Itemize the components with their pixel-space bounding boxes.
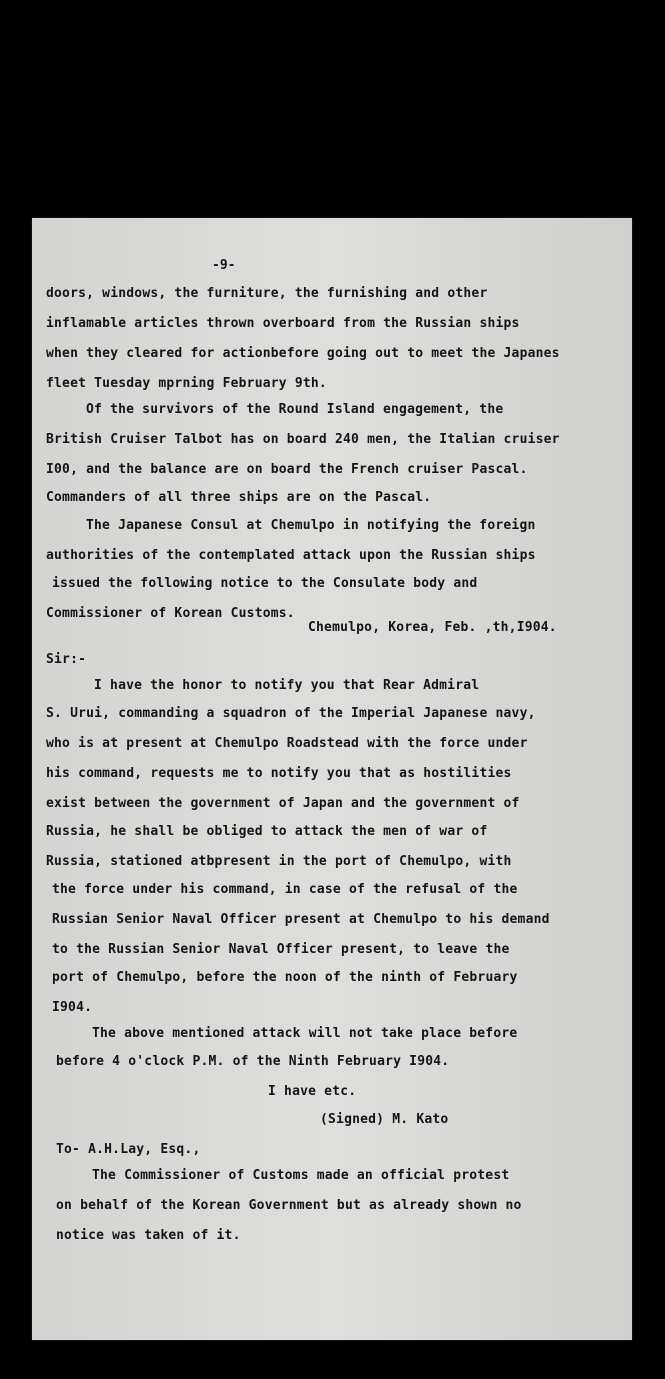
text-line: notice was taken of it. <box>56 1228 241 1243</box>
text-line: when they cleared for actionbefore going out to meet the Japanes <box>46 346 560 361</box>
page-number: -9- <box>212 258 236 273</box>
text-line: (Signed) M. Kato <box>320 1112 449 1127</box>
text-line: Chemulpo, Korea, Feb. ,th,I904. <box>308 620 557 635</box>
text-line: who is at present at Chemulpo Roadstead with the force under <box>46 736 528 751</box>
text-line: Russia, stationed atbpresent in the port of Chemulpo, with <box>46 854 512 869</box>
text-line: port of Chemulpo, before the noon of the ninth of February <box>52 970 518 985</box>
text-line: The above mentioned attack will not take place before <box>92 1026 518 1041</box>
text-line: inflamable articles thrown overboard from the Russian ships <box>46 316 520 331</box>
text-line: S. Urui, commanding a squadron of the Imperial Japanese navy, <box>46 706 536 721</box>
text-line: The Japanese Consul at Chemulpo in notifying the foreign <box>86 518 536 533</box>
text-line: exist between the government of Japan and the government of <box>46 796 520 811</box>
text-line: Russian Senior Naval Officer present at Chemulpo to his demand <box>52 912 550 927</box>
text-line: Sir:- <box>46 652 87 667</box>
text-line: fleet Tuesday mprning February 9th. <box>46 376 327 391</box>
text-line: I have etc. <box>268 1084 357 1099</box>
text-line: I have the honor to notify you that Rear Admiral <box>94 678 480 693</box>
text-line: The Commissioner of Customs made an official protest <box>92 1168 510 1183</box>
text-line: his command, requests me to notify you that as hostilities <box>46 766 512 781</box>
text-line: Russia, he shall be obliged to attack the men of war of <box>46 824 488 839</box>
text-line: issued the following notice to the Consulate body and <box>52 576 478 591</box>
text-line: Commanders of all three ships are on the Pascal. <box>46 490 432 505</box>
text-line: I904. <box>52 1000 93 1015</box>
text-line: doors, windows, the furniture, the furnishing and other <box>46 286 488 301</box>
text-line: before 4 o'clock P.M. of the Ninth February I904. <box>56 1054 450 1069</box>
document-page <box>32 218 632 1340</box>
text-line: the force under his command, in case of the refusal of the <box>52 882 518 897</box>
text-line: to the Russian Senior Naval Officer present, to leave the <box>52 942 510 957</box>
text-line: authorities of the contemplated attack upon the Russian ships <box>46 548 536 563</box>
text-line: To- A.H.Lay, Esq., <box>56 1142 201 1157</box>
text-line: Of the survivors of the Round Island engagement, the <box>86 402 504 417</box>
text-line: Commissioner of Korean Customs. <box>46 606 295 621</box>
text-line: I00, and the balance are on board the French cruiser Pascal. <box>46 462 528 477</box>
text-line: British Cruiser Talbot has on board 240 men, the Italian cruiser <box>46 432 560 447</box>
text-line: on behalf of the Korean Government but as already shown no <box>56 1198 522 1213</box>
